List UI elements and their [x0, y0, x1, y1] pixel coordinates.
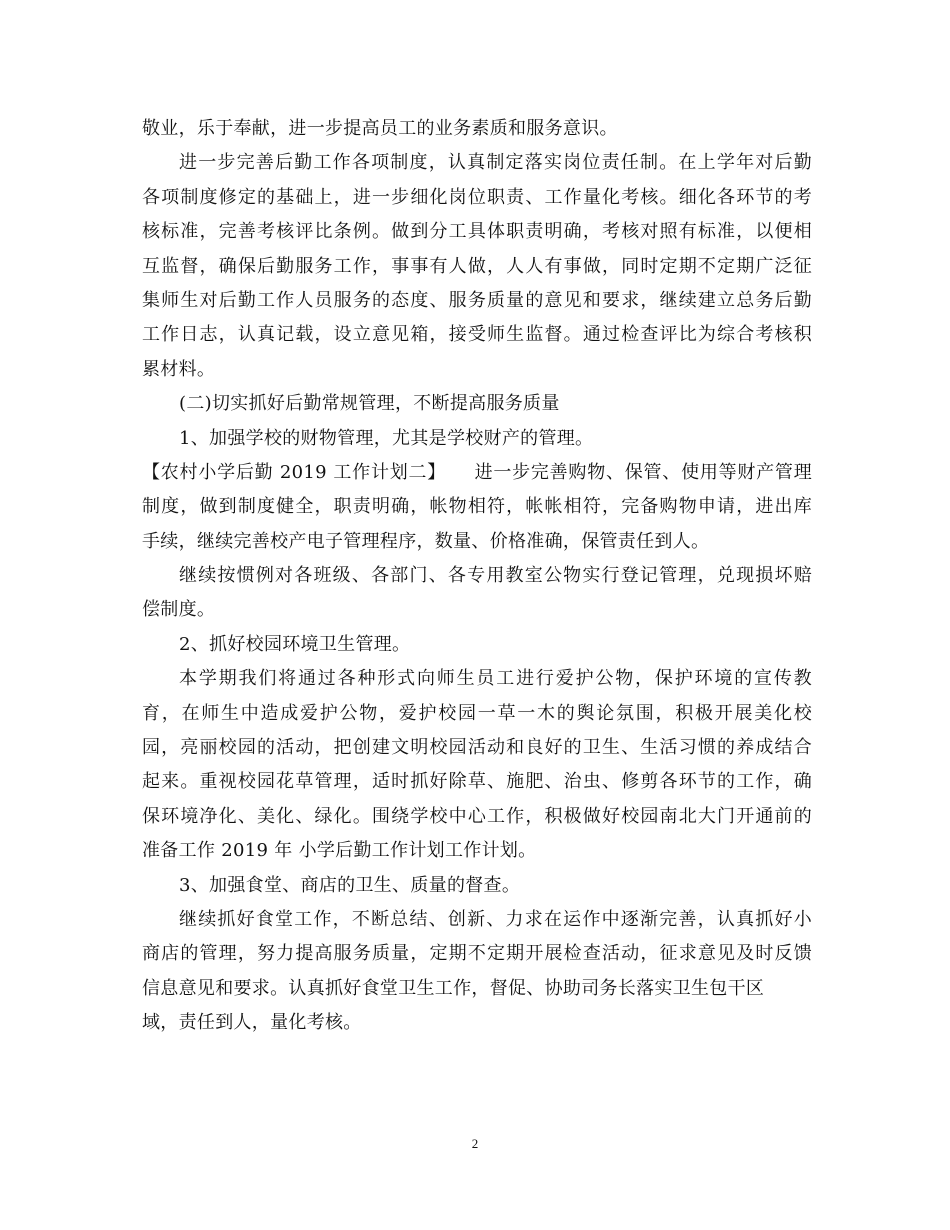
text-line: 继续抓好食堂工作，不断总结、创新、力求在运作中逐渐完善，认真抓好小 [179, 908, 812, 930]
text-line: 商店的管理，努力提高服务质量，定期不定期开展检查活动，征求意见及时反馈 [142, 943, 812, 965]
text-line: 保环境净化、美化、绿化。围绕学校中心工作，积极做好校园南北大门开通前的 [142, 805, 812, 827]
text-line: 各项制度修定的基础上，进一步细化岗位职责、工作量化考核。细化各环节的考 [142, 186, 812, 208]
text-line: 起来。重视校园花草管理，适时抓好除草、施肥、治虫、修剪各环节的工作，确 [142, 771, 812, 793]
text-line: 累材料。 [142, 358, 216, 380]
text-line: 【农村小学后勤 2019 工作计划二】 进一步完善购物、保管、使用等财产管理 [142, 461, 812, 483]
text-line: 本学期我们将通过各种形式向师生员工进行爱护公物，保护环境的宣传教 [179, 668, 812, 690]
text-line: 域，责任到人，量化考核。 [142, 1012, 362, 1034]
text-line: 进一步完善后勤工作各项制度，认真制定落实岗位责任制。在上学年对后勤 [179, 152, 812, 174]
text-line: 继续按惯例对各班级、各部门、各专用教室公物实行登记管理，兑现损坏赔 [179, 565, 812, 587]
text-line: 园，亮丽校园的活动，把创建文明校园活动和良好的卫生、生活习惯的养成结合 [142, 737, 812, 759]
text-line: (二)切实抓好后勤常规管理，不断提高服务质量 [179, 393, 560, 415]
text-line: 制度，做到制度健全，职责明确，帐物相符，帐帐相符，完备购物申请，进出库 [142, 496, 812, 518]
text-line: 集师生对后勤工作人员服务的态度、服务质量的意见和要求，继续建立总务后勤 [142, 289, 812, 311]
text-line: 信息意见和要求。认真抓好食堂卫生工作，督促、协助司务长落实卫生包干区 [142, 977, 765, 999]
text-line: 核标准，完善考核评比条例。做到分工具体职责明确，考核对照有标准，以便相 [142, 221, 812, 243]
text-line: 1、加强学校的财物管理，尤其是学校财产的管理。 [179, 427, 594, 449]
page-number: 2 [471, 1136, 479, 1151]
text-line: 准备工作 2019 年 小学后勤工作计划工作计划。 [142, 840, 537, 862]
body-text [142, 112, 812, 1041]
text-line: 育，在师生中造成爱护公物，爱护校园一草一木的舆论氛围，积极开展美化校 [142, 702, 812, 724]
text-line: 工作日志，认真记载，设立意见箱，接受师生监督。通过检查评比为综合考核积 [142, 324, 812, 346]
text-line: 手续，继续完善校产电子管理程序，数量、价格准确，保管责任到人。 [142, 530, 710, 552]
text-line: 互监督，确保后勤服务工作，事事有人做，人人有事做，同时定期不定期广泛征 [142, 255, 812, 277]
text-line: 2、抓好校园环境卫生管理。 [179, 633, 411, 655]
text-line: 敬业，乐于奉献，进一步提高员工的业务素质和服务意识。 [142, 118, 618, 139]
text-line: 3、加强食堂、商店的卫生、质量的督查。 [179, 874, 521, 896]
text-line: 偿制度。 [142, 599, 216, 621]
